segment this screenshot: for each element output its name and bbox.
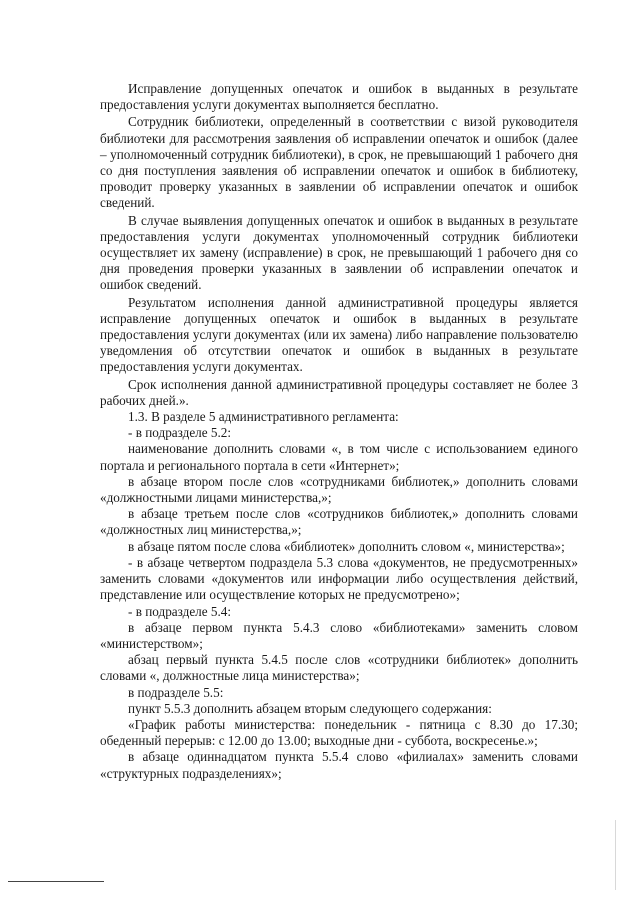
paragraph-5-4-5: абзац первый пункта 5.4.5 после слов «сотрудники библиотек» дополнить словами «, должностные лица министерства»; <box>100 652 578 684</box>
paragraph-section-5: 1.3. В разделе 5 административного регламента: <box>128 409 399 425</box>
paragraph-result: Результатом исполнения данной административной процедуры является исправление допущенных опечаток и ошибок в выданных в результате предоставления услуги документах (или их замена) либо направление пользователю уведомления об отсутствии опечаток и ошибок в выданных в результате предоставления услуги документах. <box>100 294 578 375</box>
paragraph-5-5-3: пункт 5.5.3 дополнить абзацем вторым следующего содержания: <box>128 700 492 716</box>
paragraph-subsection-5-3: - в абзаце четвертом подраздела 5.3 слова «документов, не предусмотренных» заменить словами «документов или информации либо осуществления действий, представление или осуществление которых не предусмотрено»; <box>100 554 578 603</box>
paragraph-second-abzats: в абзаце втором после слов «сотрудниками библиотек,» дополнить словами «должностными лицами министерства,»; <box>100 473 578 506</box>
paragraph-subsection-5-2: - в подразделе 5.2: <box>128 425 232 441</box>
paragraph-employee-check: Сотрудник библиотеки, определенный в соответствии с визой руководителя библиотеки для рассмотрения заявления об исправлении опечаток и ошибок (далее – уполномоченный сотрудник библиотеки), в срок, не превышающий 1 рабочего дня со дня поступления заявления об исправлении опечаток и ошибок в библиотеку, проводит проверку указанных в заявлении об исправлении опечаток и ошибок сведений. <box>100 114 578 211</box>
paragraph-name-addition: наименование дополнить словами «, в том числе с использованием единого портала и регионального портала в сети «Интернет»; <box>100 441 578 473</box>
paragraph-5-4-3: в абзаце первом пункта 5.4.3 слово «библиотеками» заменить словом «министерством»; <box>100 619 578 651</box>
paragraph-subsection-5-5: в подразделе 5.5: <box>128 684 224 700</box>
paragraph-schedule: «График работы министерства: понедельник - пятница с 8.30 до 17.30; обеденный перерыв: с 12.00 до 13.00; выходные дни - суббота, воскресенье.»; <box>100 716 578 749</box>
paragraph-subsection-5-4: - в подразделе 5.4: <box>128 603 232 619</box>
paragraph-5-5-4: в абзаце одиннадцатом пункта 5.5.4 слово «филиалах» заменить словами «структурных подразделениях»; <box>100 749 578 781</box>
paragraph-term: Срок исполнения данной административной процедуры составляет не более 3 рабочих дней.». <box>100 376 578 408</box>
paragraph-replacement: В случае выявления допущенных опечаток и ошибок в выданных в результате предоставления услуги документах уполномоченный сотрудник библиотеки осуществляет их замену (исправление) в срок, не превышающий 1 рабочего дня со дня проведения проверки указанных в заявлении об исправлении опечаток и ошибок сведений. <box>100 212 578 293</box>
paragraph-fifth-abzats: в абзаце пятом после слова «библиотек» дополнить словом «, министерства»; <box>128 538 565 554</box>
scan-edge-mark <box>615 820 616 890</box>
paragraph-free-correction: Исправление допущенных опечаток и ошибок в выданных в результате предоставления услуги документах выполняется бесплатно. <box>100 81 578 113</box>
paragraph-third-abzats: в абзаце третьем после слов «сотрудников библиотек,» дополнить словами «должностных лиц министерства,»; <box>100 506 578 538</box>
footer-rule <box>8 881 104 882</box>
document-body <box>100 81 578 782</box>
